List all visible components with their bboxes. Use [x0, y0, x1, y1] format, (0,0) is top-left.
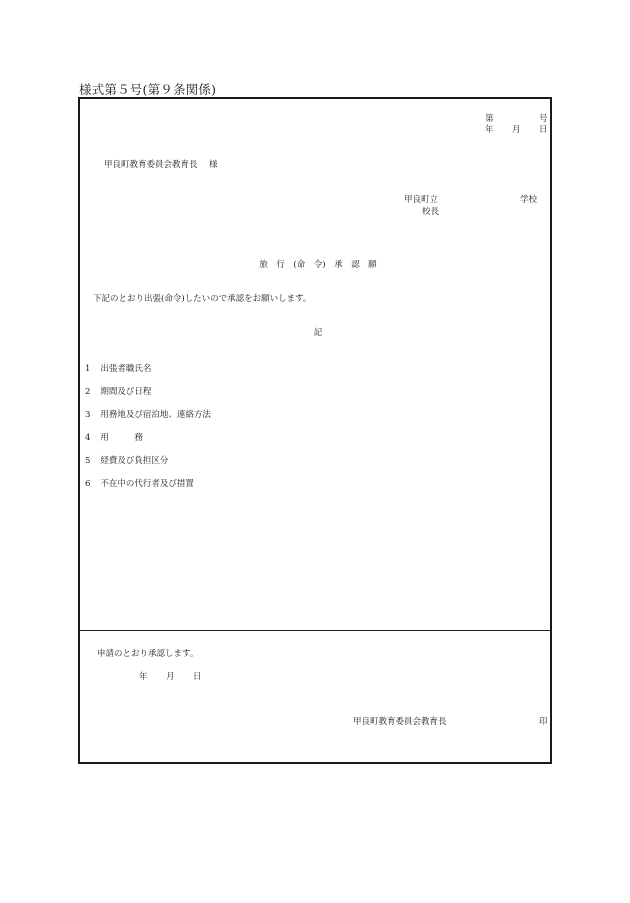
- date-day-label: 日: [539, 125, 548, 135]
- approval-text: 申請のとおり承認します。: [97, 649, 199, 659]
- item-row: [85, 408, 211, 420]
- date-month-label: 月: [512, 125, 521, 135]
- item-row: [85, 362, 151, 374]
- approval-month-label: 月: [166, 672, 175, 682]
- form-number-title: 様式第５号(第９条関係): [79, 82, 217, 97]
- item-number: 5: [85, 456, 91, 466]
- addressee-honorific: 様: [209, 160, 218, 170]
- item-row: [85, 431, 143, 443]
- item-number: 3: [85, 410, 91, 420]
- item-label: 出張者職氏名: [100, 364, 152, 374]
- approval-day-label: 日: [193, 672, 202, 682]
- item-number: 6: [85, 479, 91, 489]
- approval-seal-mark: 印: [539, 717, 548, 727]
- applicant-principal: 校長: [422, 207, 440, 217]
- number-suffix: 号: [539, 114, 548, 124]
- item-label: 用務地及び宿泊地、連絡方法: [100, 410, 211, 420]
- item-number: 2: [85, 387, 91, 397]
- item-label: 経費及び負担区分: [100, 456, 169, 466]
- approval-year-label: 年: [139, 672, 148, 682]
- application-form-frame: [78, 97, 552, 764]
- ki-heading: 記: [313, 328, 323, 338]
- item-number: 4: [85, 433, 91, 443]
- section-divider: [80, 630, 550, 631]
- applicant-school-suffix: 学校: [520, 195, 538, 205]
- item-number: 1: [85, 364, 91, 374]
- date-year-label: 年: [485, 125, 494, 135]
- document-title: 旅 行 (命 令) 承 認 願: [259, 260, 377, 270]
- item-row: [85, 385, 151, 397]
- applicant-town-school: 甲良町立: [404, 195, 439, 205]
- intro-text: 下記のとおり出張(命令)したいので承認をお願いします。: [93, 294, 312, 304]
- item-label: 不在中の代行者及び措置: [100, 479, 194, 489]
- item-row: [85, 477, 194, 489]
- approval-signer: 甲良町教育委員会教育長: [353, 717, 447, 727]
- item-row: [85, 454, 168, 466]
- number-prefix: 第: [485, 114, 494, 124]
- addressee-name: 甲良町教育委員会教育長: [104, 160, 198, 170]
- item-label: 用 務: [100, 433, 143, 443]
- item-label: 期間及び日程: [100, 387, 152, 397]
